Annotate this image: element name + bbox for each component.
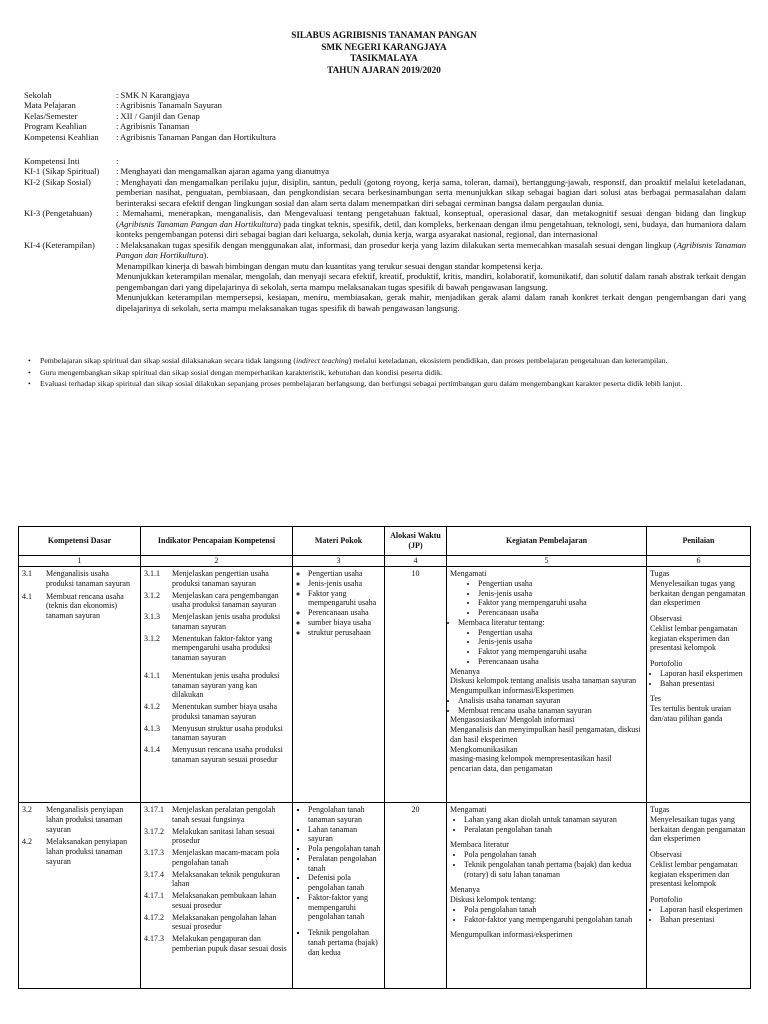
kegiatan-heading: Membaca literatur <box>450 840 509 850</box>
indicator-number: 3.1.3 <box>144 612 160 621</box>
alokasi-cell: 10 <box>385 567 447 803</box>
kd-text: Menganalisis penyiapan lahan produksi tanaman sayuran <box>46 805 124 834</box>
ki1-label: KI-1 (Sikap Spiritual) <box>24 166 100 177</box>
kd-cell <box>19 803 141 989</box>
kegiatan-item: • Faktor yang mempengaruhi usaha <box>478 598 643 608</box>
kd-item <box>22 805 137 834</box>
kegiatan-item: • Pengertian usaha <box>478 628 643 638</box>
header-year: TAHUN AJARAN 2019/2020 <box>327 64 441 75</box>
indicator-text: Melaksanakan pengolahan lahan sesuai prosedur <box>172 912 277 932</box>
materi-item: ◦ struktur perusahaan <box>308 628 381 638</box>
header-school: SMK NEGERI KARANGJAYA <box>321 41 447 52</box>
indicator-item <box>144 827 289 847</box>
identity-label: Kompetensi Keahlian <box>24 131 99 142</box>
penilaian-heading: Observasi <box>650 850 682 859</box>
ki4-label: KI-4 (Keterampilan) <box>24 239 95 250</box>
ki1-row <box>24 166 746 176</box>
column-number: 3 <box>293 556 385 567</box>
indicator-item <box>144 634 289 663</box>
kegiatan-heading: Mengumpulkan informasi/eksperimen <box>450 930 573 940</box>
kegiatan-list <box>450 815 643 835</box>
indicator-number: 4.17.3 <box>144 934 164 943</box>
indicator-number: 4.1.2 <box>144 702 160 711</box>
materi-item: ◦ Perencanaan usaha <box>308 608 381 618</box>
penilaian-text: Ceklist lembar pengamatan kegiatan eksperimen dan presentasi kelompok <box>650 623 738 653</box>
indicator-text: Menyusun rencana usaha produksi tanaman sayuran sesuai prosedur <box>172 745 283 764</box>
indicator-item <box>144 934 289 954</box>
ki3-text <box>116 208 746 239</box>
identity-label: Kelas/Semester <box>24 110 78 121</box>
indicator-text: Menjelaskan peralatan pengolah tanah sesuai fungsinya <box>172 805 276 824</box>
indicator-text: Menentukan faktor-faktor yang mempengaruhi usaha produksi tanaman sayuran <box>172 633 273 662</box>
kegiatan-item: • Lahan yang akan diolah untuk tanaman sayuran <box>464 815 643 825</box>
kegiatan-heading: Mengumpulkan informasi/Eksperimen <box>450 686 574 695</box>
indicator-item <box>144 702 289 722</box>
table-row <box>19 803 751 989</box>
identity-value: : Agribisnis Tanaman Pangan dan Hortikultura <box>116 131 276 142</box>
kd-text: Menganalisis usaha produksi tanaman sayuran <box>46 569 130 588</box>
kegiatan-list <box>450 696 643 716</box>
kegiatan-text: Menganalisis dan menyimpulkan hasil pengamatan, diskusi dan hasil eksperimen <box>450 725 641 744</box>
penilaian-text: Menyelesaikan tugas yang berkaitan dengan pengamatan dan eksperimen <box>650 578 746 608</box>
column-header: Kompetensi Dasar <box>19 527 141 556</box>
kompetensi-inti-block <box>24 156 746 313</box>
header-title: SILABUS AGRIBISNIS TANAMAN PANGAN <box>291 30 477 40</box>
kd-item <box>22 837 137 866</box>
ki3-label: KI-3 (Pengetahuan) <box>24 208 93 219</box>
note-text: Pembelajaran sikap spiritual dan sikap sosial dilaksanakan secara tidak langsung ( <box>40 356 296 365</box>
indicator-number: 4.1.4 <box>144 745 160 754</box>
table-row <box>19 567 751 803</box>
indicator-item <box>144 805 289 825</box>
kegiatan-heading: Mengamati <box>450 805 487 814</box>
indicator-number: 4.17.1 <box>144 891 164 900</box>
kegiatan-cell <box>447 803 647 989</box>
header-city: TASIKMALAYA <box>350 53 418 63</box>
kegiatan-item: • Perencanaan usaha <box>478 608 643 618</box>
column-number: 4 <box>385 556 447 567</box>
kegiatan-item: • Analisis usaha tanaman sayuran <box>458 696 643 706</box>
kegiatan-text: Diskusi kelompok tentang analisis usaha tanaman sayuran <box>450 676 637 686</box>
column-number-row <box>19 556 751 567</box>
column-header: Kegiatan Pembelajaran <box>447 527 647 556</box>
indicator-text: Menyusun struktur usaha produksi tanaman sayuran <box>172 723 283 743</box>
penilaian-cell <box>647 803 751 989</box>
indicator-item <box>144 612 289 632</box>
kegiatan-item: • Peralatan pengolahan tanah <box>464 825 643 835</box>
alokasi-cell: 20 <box>385 803 447 989</box>
column-header: Penilaian <box>647 527 751 556</box>
penilaian-heading: Tugas <box>650 805 670 814</box>
penilaian-item: • Laporan hasil eksperimen <box>660 905 747 915</box>
indicator-text: Menjelaskan cara pengembangan usaha produksi tanaman sayuran <box>172 590 279 610</box>
kd-text: Melaksanakan penyiapan lahan produksi tanaman sayuran <box>46 837 128 866</box>
kegiatan-text: Diskusi kelompok tentang: <box>450 895 537 904</box>
penilaian-list <box>650 669 747 689</box>
column-number: 2 <box>141 556 293 567</box>
penilaian-cell <box>647 567 751 803</box>
kegiatan-list <box>450 618 643 628</box>
indicator-item <box>144 671 289 700</box>
materi-list <box>296 569 381 637</box>
column-number: 1 <box>19 556 141 567</box>
note-item: • Guru mengembangkan sikap spiritual dan sikap sosial dengan memperhatikan karakteristik, kebutuhan dan kondisi peserta didik. <box>24 368 746 378</box>
penilaian-heading: Portofolio <box>650 895 683 904</box>
kegiatan-list <box>450 579 643 618</box>
kd-number: 3.1 <box>22 569 32 578</box>
note-item: • Evaluasi terhadap sikap spiritual dan sikap sosial dilakukan sepanjang proses pembelajaran berlangsung, dan berfungsi sebagai pertimbangan guru dalam mengembangkan karakter peserta didik lebih lanjut. <box>24 379 746 389</box>
ki2-text: : Menghayati dan mengamalkan perilaku jujur, disiplin, santun, peduli (gotong royong, kerja sama, toleran, damai), bertanggung-jawab, responsif, dan proaktif melalui keteladanan, pemberian nasihat, penguatan, pembiasaan, dan pengkondisian secara berkesinambungan serta menunjukkan sikap sebagai bagian dari solusi atas berbagai permasalahan dalam berinteraksi secara efektif dengan lingkungan sosial dan alam serta dalam menempatkan diri sebagai cerminan bangsa dalam pergaulan dunia. <box>116 176 746 208</box>
indicator-number: 3.1.2 <box>144 590 160 600</box>
identity-label: Sekolah <box>24 90 52 100</box>
syllabus-table <box>18 526 751 989</box>
indicator-number: 3.17.4 <box>144 869 164 879</box>
materi-cell <box>293 803 385 989</box>
identity-label: Program Keahlian <box>24 121 87 132</box>
indicator-number: 3.1.1 <box>144 569 160 578</box>
ki4-row <box>24 240 746 313</box>
penilaian-item: • Bahan presentasi <box>660 679 747 689</box>
kegiatan-item: • Teknik pengolahan tanah pertama (bajak) dan kedua (rotary) di satu lahan tanaman <box>464 860 643 880</box>
materi-list <box>296 805 381 957</box>
ki1-text: : Menghayati dan mengamalkan ajaran agama yang dianutnya <box>116 166 330 177</box>
ki-title-value: : <box>116 156 119 166</box>
identity-block <box>24 90 744 142</box>
table-header-row <box>19 527 751 556</box>
ki3-text-a: : Memahami, menerapkan, menganalisis, dan Mengevaluasi tentang pengetahuan faktual, konseptual, operasional dasar, dan metakognitif sesuai dengan bidang dan lingkup ( <box>116 208 746 229</box>
ki4-text-a: : Melaksanakan tugas spesifik dengan menggunakan alat, informasi, dan prosedur kerja yang lazim dilakukan serta memecahkan masalah sesuai dengan lingkup ( <box>116 239 677 250</box>
indicator-number: 4.1.3 <box>144 723 160 733</box>
identity-row <box>24 100 744 110</box>
kd-number: 4.1 <box>22 591 32 601</box>
ki4-paragraph-3: Menunjukkan keterampilan menalar, mengolah, dan menyaji secara efektif, kreatif, produktif, kritis, mandiri, kolaboratif, komunikatif, dan solutif dalam ranah abstrak terkait dengan pengembangan dari yang dipelajarinya di sekolah, serta mampu melaksanakan tugas spesifik di bawah pengawasan langsung. <box>116 271 746 292</box>
indicator-text: Melakukan sanitasi lahan sesuai prosedur <box>172 826 275 846</box>
indicator-item <box>144 848 289 868</box>
penilaian-heading: Portofolio <box>650 659 683 668</box>
kd-cell <box>19 567 141 803</box>
penilaian-item: • Bahan presentasi <box>660 915 747 925</box>
kegiatan-list <box>450 628 643 667</box>
identity-row <box>24 132 744 142</box>
materi-item: ▪ Faktor-faktor yang mempengaruhi pengolahan tanah <box>308 893 381 922</box>
kd-text: Membuat rencana usaha (teknis dan ekonomis) tanaman sayuran <box>46 591 124 620</box>
column-header: Alokasi Waktu (JP) <box>385 527 447 556</box>
kegiatan-item: • Pola pengolahan tanah <box>464 905 643 915</box>
materi-item: ◦ Pengertian usaha <box>308 569 381 579</box>
materi-item: ▪ Lahan tanaman sayuran <box>308 825 381 845</box>
kegiatan-item: • Faktor-faktor yang mempengaruhi pengolahan tanah <box>464 915 643 925</box>
identity-row <box>24 111 744 121</box>
penilaian-list <box>650 905 747 925</box>
identity-row <box>24 121 744 131</box>
column-number: 5 <box>447 556 647 567</box>
kegiatan-item: • Membaca literatur tentang: <box>458 618 643 628</box>
penilaian-text: Tes tertulis bentuk uraian dan/atau pilihan ganda <box>650 704 731 723</box>
penilaian-item: • Laporan hasil eksperimen <box>660 669 747 679</box>
indicator-text: Menjelaskan macam-macam pola pengolahan tanah <box>172 848 280 867</box>
kegiatan-item: • Faktor yang mempengaruhi usaha <box>478 647 643 657</box>
ki4-paragraph-4: Menunjukkan keterampilan mempersepsi, kesiapan, meniru, membiasakan, gerak mahir, menjadikan gerak alami dalam ranah konkret terkait dengan pengembangan dari yang dipelajarinya di sekolah, serta mampu melaksanakan tugas spesifik di bawah pengawasan langsung. <box>116 292 746 313</box>
ki4-text <box>116 240 746 313</box>
kd-item <box>22 569 137 589</box>
indicator-number: 4.1.1 <box>144 670 160 680</box>
kegiatan-list <box>450 905 643 925</box>
ki2-row <box>24 177 746 208</box>
kegiatan-list <box>450 850 643 879</box>
materi-item: ▪ Pengolahan tanah tanaman sayuran <box>308 805 381 825</box>
kd-item <box>22 592 137 621</box>
indicator-text: Melaksanakan teknik pengukuran lahan <box>172 869 280 889</box>
ki3-text-em: Agribisnis Tanaman Pangan dan Hortikultura <box>118 218 279 229</box>
indicator-text: Menentukan sumber biaya usaha produksi tanaman sayuran <box>172 702 278 721</box>
kegiatan-item: • Jenis-jenis usaha <box>478 589 643 599</box>
indicator-item <box>144 745 289 765</box>
note-text: ) melalui keteladanan, ekosistem pendidikan, dan proses pembelajaran pengetahuan dan keterampilan. <box>348 356 668 365</box>
materi-item: ▪ Teknik pengolahan tanah pertama (bajak) dan kedua <box>308 928 381 957</box>
identity-label: Mata Pelajaran <box>24 100 76 111</box>
indicator-cell <box>141 567 293 803</box>
kegiatan-heading: Mengkomunikasikan <box>450 744 518 754</box>
notes-list <box>24 356 746 391</box>
indicator-number: 4.17.2 <box>144 912 164 922</box>
indicator-text: Melaksanakan pembukaan lahan sesuai prosedur <box>172 891 277 910</box>
materi-item: ◦ Faktor yang mempengaruhi usaha <box>308 589 381 609</box>
ki4-text-b: ). <box>203 250 209 261</box>
penilaian-heading: Tugas <box>650 569 670 578</box>
ki-title-row <box>24 156 746 166</box>
penilaian-heading: Tes <box>650 694 661 704</box>
indicator-text: Menjelaskan jenis usaha produksi tanaman sayuran <box>172 612 281 631</box>
penilaian-text: Menyelesaikan tugas yang berkaitan dengan pengamatan dan eksperimen <box>650 814 746 844</box>
identity-value: : XII / Ganjil dan Genap <box>116 110 200 121</box>
indicator-number: 3.17.3 <box>144 848 164 857</box>
identity-value: : SMK N Karangjaya <box>116 90 190 100</box>
materi-item: ◦ sumber biaya usaha <box>308 618 381 628</box>
ki2-label: KI-2 (Sikap Sosial) <box>24 176 91 187</box>
indicator-number: 3.17.2 <box>144 826 164 836</box>
materi-item: ▪ Pola pengolahan tanah <box>308 844 381 854</box>
kegiatan-heading: Mengamati <box>450 569 487 578</box>
identity-row <box>24 90 744 100</box>
materi-cell <box>293 567 385 803</box>
ki3-text-b: ) pada tingkat teknis, spesifik, detil, dan kompleks, berkenaan dengan ilmu pengetahuan, teknologi, seni, budaya, dan humaniora dalam konteks pengembangan potensi diri sebagai bagian dari keluarga, sekolah, dunia kerja, warga asyarakat nasional, regional, dan internasional <box>116 218 747 240</box>
kegiatan-item: • Perencanaan usaha <box>478 657 643 667</box>
penilaian-heading: Observasi <box>650 614 682 623</box>
indicator-item <box>144 591 289 611</box>
kegiatan-item: • Jenis-jenis usaha <box>478 637 643 647</box>
indicator-item <box>144 724 289 744</box>
kegiatan-item: • Pola pengolahan tanah <box>464 850 643 860</box>
kegiatan-text: masing-masing kelompok mempresentasikan hasil pencarian data, dan pengamatan <box>450 754 612 773</box>
materi-item: ▪ Peralatan pengolahan tanah <box>308 854 381 874</box>
penilaian-text: Ceklist lembar pengamatan kegiatan eksperimen dan presentasi kelompok <box>650 859 738 889</box>
document-header <box>0 30 768 76</box>
ki-title-label: Kompetensi Inti <box>24 156 80 166</box>
column-header: Materi Pokok <box>293 527 385 556</box>
indicator-cell <box>141 803 293 989</box>
indicator-text: Menentukan jenis usaha produksi tanaman sayuran yang kan dilakukan <box>172 670 280 700</box>
ki4-text-em: Agribisnis Tanaman Pangan dan Hortikultura <box>116 239 746 261</box>
materi-item: ◦ Jenis-jenis usaha <box>308 579 381 589</box>
ki3-row <box>24 208 746 239</box>
kd-number: 4.2 <box>22 837 32 847</box>
indicator-number: 3.17.1 <box>144 805 164 814</box>
kegiatan-item: • Pengertian usaha <box>478 579 643 589</box>
kegiatan-item: • Membuat rencana usaha tanaman sayuran <box>458 706 643 716</box>
kegiatan-cell <box>447 567 647 803</box>
indicator-text: Menjelaskan pengertian usaha produksi tanaman sayuran <box>172 569 269 588</box>
indicator-item <box>144 569 289 589</box>
identity-value: : Agribisnis Tanaman <box>116 121 190 132</box>
indicator-item <box>144 913 289 933</box>
note-item <box>24 356 746 366</box>
ki4-paragraph-2: Menampilkan kinerja di bawah bimbingan dengan mutu dan kuantitas yang terukur sesuai dengan standar kompetensi kerja. <box>116 260 543 271</box>
materi-item: ▪ Defenisi pola pengolahan tanah <box>308 873 381 893</box>
kegiatan-heading: Menanya <box>450 666 480 676</box>
kegiatan-heading: Menanya <box>450 885 480 895</box>
identity-value: : Agribisnis Tanamaln Sayuran <box>116 100 222 111</box>
indicator-text: Melakukan pengapuran dan pemberian pupuk dasar sesuai dosis <box>172 934 287 953</box>
note-text-em: indirect teaching <box>295 356 349 365</box>
kegiatan-heading: Mengasosiasikan/ Mengolah informasi <box>450 715 575 725</box>
indicator-number: 3.1.2 <box>144 633 160 643</box>
column-header: Indikator Pencapaian Kompetensi <box>141 527 293 556</box>
indicator-item <box>144 870 289 890</box>
kd-number: 3.2 <box>22 805 32 814</box>
column-number: 6 <box>647 556 751 567</box>
indicator-item <box>144 891 289 911</box>
